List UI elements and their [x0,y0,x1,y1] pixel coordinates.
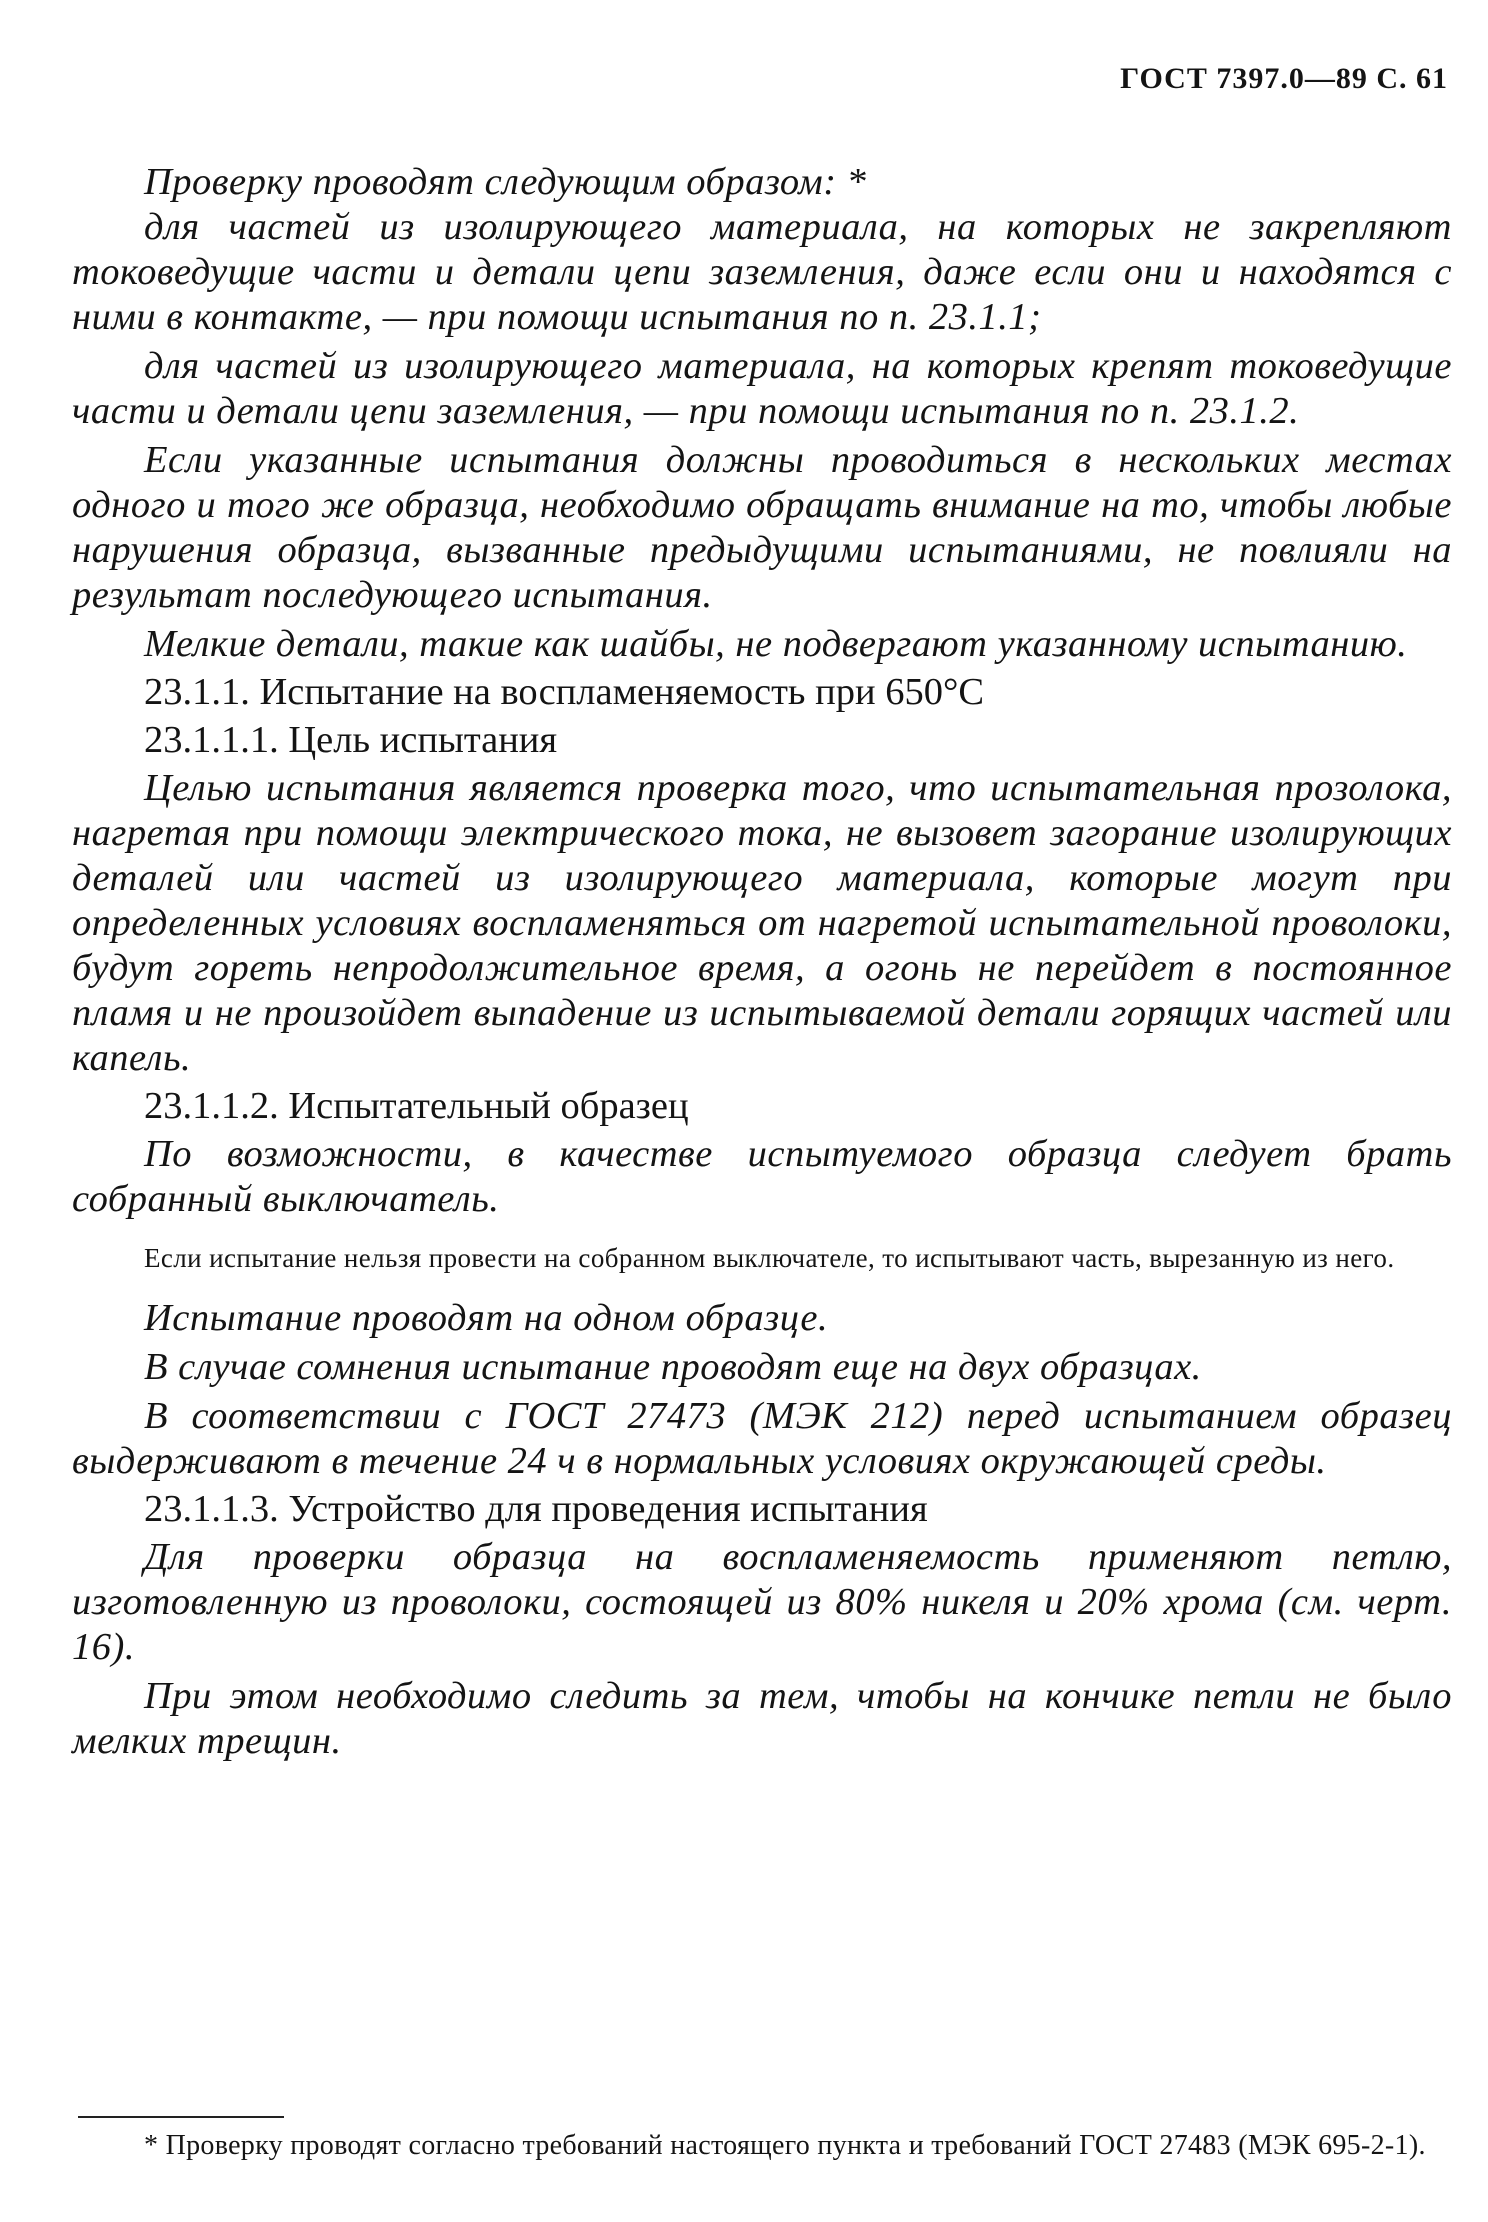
section-heading-23-1-1-1: 23.1.1.1. Цель испытания [144,719,558,761]
paragraph-cracks: При этом необходимо следить за тем, чтобы на кончике петли не было мелких трещин. [72,1675,1452,1762]
paragraph-conditioning: В соответствии с ГОСТ 27473 (МЭК 212) перед испытанием образец выдерживают в течение 24 ч в нормальных условиях окружающей среды. [72,1395,1452,1482]
paragraph-item-2: для частей из изолирующего материала, на которых крепят токоведущие части и детали цепи заземления, — при помощи испытания по п. 23.1.2. [72,345,1452,432]
page-header: ГОСТ 7397.0—89 С. 61 [1120,62,1448,95]
footnote-divider [78,2116,284,2118]
paragraph-test-purpose: Целью испытания является проверка того, что испытательная прозолока, нагретая при помощи электрического тока, не вызовет загорание изолирующих деталей или частей из изолирующего материала, которые могут при определенных условиях воспламеняться от нагретой испытательной проволоки, будут гореть непродолжительное время, а огонь не перейдет в постоянное пламя и не произойдет выпадение из испытываемой детали горящих частей или капель. [72,767,1452,1079]
section-heading-23-1-1-3: 23.1.1.3. Устройство для проведения испытания [144,1488,928,1530]
body-text [72,160,1452,1764]
footnote: * Проверку проводят согласно требований настоящего пункта и требований ГОСТ 27483 (МЭК 695-2-1). [144,2130,1426,2161]
paragraph-loop: Для проверки образца на воспламеняемость применяют петлю, изготовленную из проволоки, состоящей из 80% никеля и 20% хрома (см. черт. 16). [72,1536,1452,1668]
paragraph-doubt: В случае сомнения испытание проводят еще на двух образцах. [144,1346,1202,1388]
paragraph-test-specimen: По возможности, в качестве испытуемого образца следует брать собранный выключатель. [72,1133,1452,1220]
paragraph-small-parts: Мелкие детали, такие как шайбы, не подвергают указанному испытанию. [144,623,1408,665]
paragraph-item-1: для частей из изолирующего материала, на которых не закрепляют токоведущие части и детали цепи заземления, даже если они и находятся с ними в контакте, — при помощи испытания по п. 23.1.1; [72,206,1452,338]
paragraph-one-specimen: Испытание проводят на одном образце. [144,1297,829,1339]
section-heading-23-1-1: 23.1.1. Испытание на воспламеняемость при 650°С [144,671,985,713]
paragraph-intro: Проверку проводят следующим образом: * [144,161,867,203]
paragraph-multiple-places: Если указанные испытания должны проводиться в нескольких местах одного и того же образца, необходимо обращать внимание на то, чтобы любые нарушения образца, вызванные предыдущими испытаниями, не повлияли на результат последующего испытания. [72,439,1452,616]
section-heading-23-1-1-2: 23.1.1.2. Испытательный образец [144,1085,689,1127]
paragraph-small-note: Если испытание нельзя провести на собранном выключателе, то испытывают часть, вырезанную из него. [144,1243,1395,1273]
